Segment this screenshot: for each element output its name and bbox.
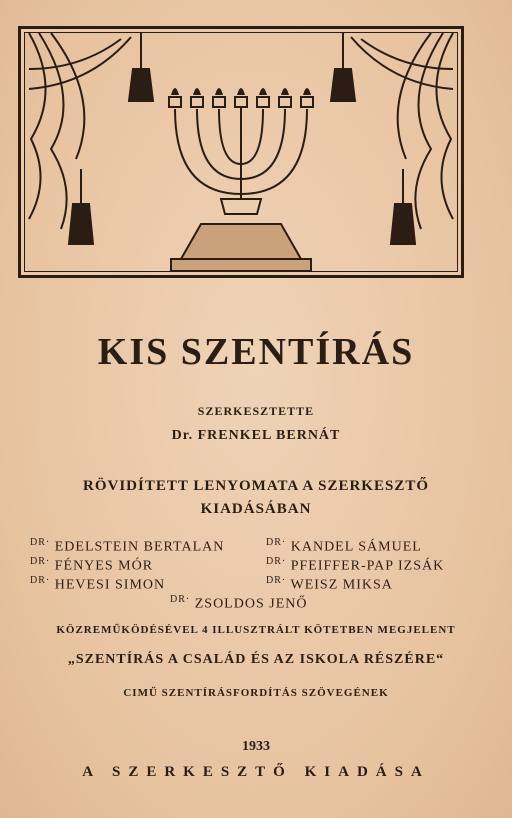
curtain-right-icon xyxy=(351,33,453,229)
collaborator-name: $^{DR\cdot}$ PFEIFFER-PAP IZSÁK xyxy=(266,556,445,574)
menorah-illustration xyxy=(21,29,461,275)
tassel-icon xyxy=(69,204,93,244)
subtitle-line-1: RÖVIDÍTETT LENYOMATA A SZERKESZTŐ xyxy=(82,478,429,494)
work-title: „SZENTÍRÁS A CSALÁD ÉS AZ ISKOLA RÉSZÉRE“ xyxy=(67,652,445,667)
publication-year: 1933 xyxy=(242,739,270,754)
tassel-icon xyxy=(331,69,355,101)
collaborator-name: $^{DR\cdot}$ HEVESI SIMON xyxy=(30,575,166,593)
collaboration-note: KÖZREMŰKÖDÉSÉVEL 4 ILLUSZTRÁLT KÖTETBEN MEGJELENT xyxy=(56,624,456,636)
header-illustration xyxy=(18,26,464,278)
work-note: CIMŰ SZENTÍRÁSFORDÍTÁS SZÖVEGÉNEK xyxy=(123,687,389,699)
collaborator-name: $^{DR\cdot}$ EDELSTEIN BERTALAN xyxy=(30,537,225,555)
tassel-icon xyxy=(391,204,415,244)
curtain-left-icon xyxy=(29,33,131,229)
editor-label: SZERKESZTETTE xyxy=(197,404,315,418)
collaborator-name: $^{DR\cdot}$ ZSOLDOS JENŐ xyxy=(170,594,308,612)
subtitle-line-2: KIADÁSÁBAN xyxy=(200,501,312,517)
publisher: A SZERKESZTŐ KIADÁSA xyxy=(82,764,430,780)
collaborator-name: $^{DR\cdot}$ FÉNYES MÓR xyxy=(30,556,154,574)
collaborator-name: $^{DR\cdot}$ WEISZ MIKSA xyxy=(266,575,393,593)
editor-name: Dr. FRENKEL BERNÁT xyxy=(171,428,341,443)
menorah-icon xyxy=(169,88,313,271)
book-title: KIS SZENTÍRÁS xyxy=(97,331,415,373)
collaborator-name: $^{DR\cdot}$ KANDEL SÁMUEL xyxy=(266,537,422,555)
tassel-icon xyxy=(129,69,153,101)
